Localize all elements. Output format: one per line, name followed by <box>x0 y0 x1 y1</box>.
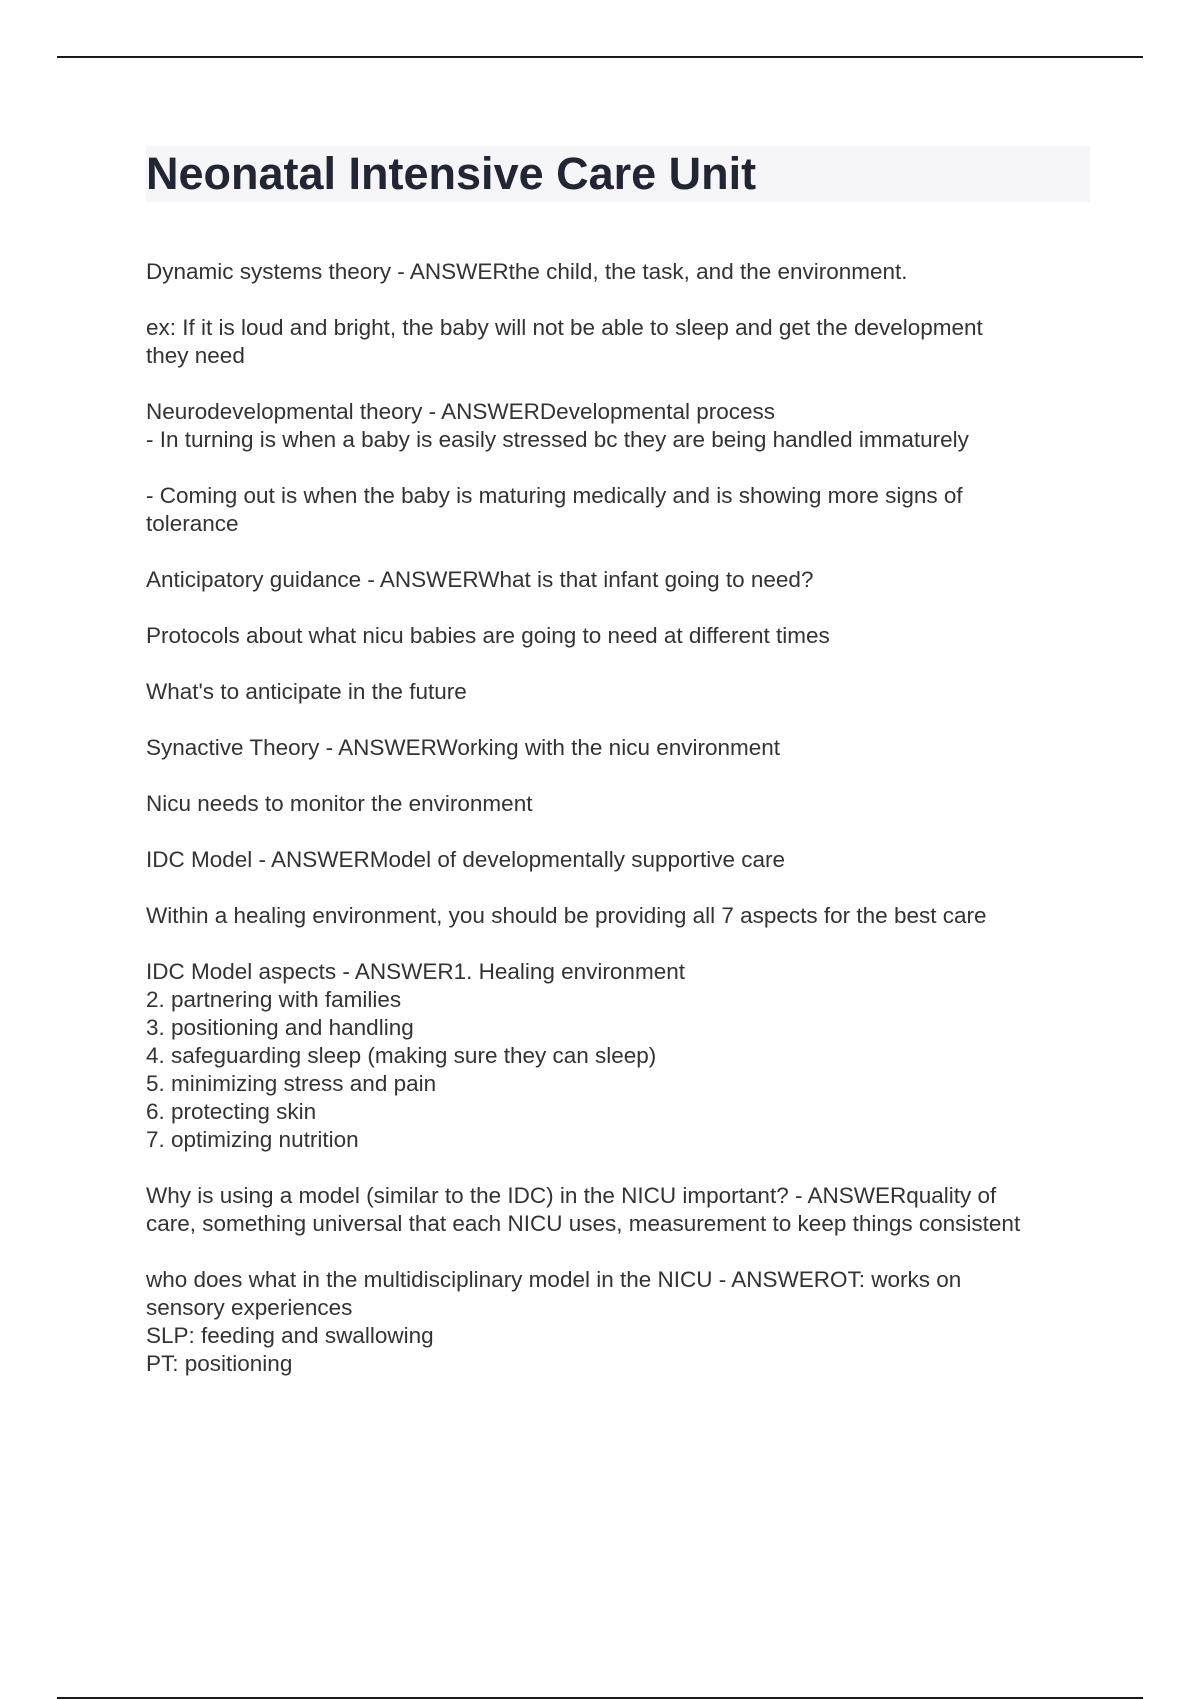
paragraph <box>146 622 1090 650</box>
text-line: Synactive Theory - ANSWERWorking with the nicu environment <box>146 735 781 760</box>
paragraph <box>146 566 1090 594</box>
text-line: What's to anticipate in the future <box>146 679 467 704</box>
paragraph <box>146 958 1090 1154</box>
paragraph <box>146 398 1090 454</box>
paragraph <box>146 846 1090 874</box>
text-line: sensory experiences <box>146 1295 353 1320</box>
document-content <box>146 146 1090 1406</box>
text-line: Neurodevelopmental theory - ANSWERDevelopmental process <box>146 399 776 424</box>
text-line: who does what in the multidisciplinary model in the NICU - ANSWEROT: works on <box>146 1267 962 1292</box>
top-rule <box>57 56 1143 58</box>
page-title: Neonatal Intensive Care Unit <box>146 148 757 199</box>
paragraph <box>146 734 1090 762</box>
paragraph <box>146 790 1090 818</box>
text-line: IDC Model - ANSWERModel of developmentally supportive care <box>146 847 786 872</box>
text-line: - Coming out is when the baby is maturing medically and is showing more signs of <box>146 483 963 508</box>
text-line: ex: If it is loud and bright, the baby will not be able to sleep and get the development <box>146 315 983 340</box>
paragraph <box>146 314 1090 370</box>
text-line: SLP: feeding and swallowing <box>146 1323 434 1348</box>
document-body <box>146 258 1090 1378</box>
text-line: - In turning is when a baby is easily stressed bc they are being handled immaturely <box>146 427 969 452</box>
text-line: 7. optimizing nutrition <box>146 1127 359 1152</box>
title-band <box>146 146 1090 202</box>
paragraph <box>146 902 1090 930</box>
text-line: they need <box>146 343 245 368</box>
text-line: PT: positioning <box>146 1351 293 1376</box>
text-line: 6. protecting skin <box>146 1099 317 1124</box>
text-line: Protocols about what nicu babies are going to need at different times <box>146 623 830 648</box>
paragraph <box>146 1266 1090 1378</box>
paragraph <box>146 482 1090 538</box>
text-line: tolerance <box>146 511 239 536</box>
text-line: care, something universal that each NICU uses, measurement to keep things consistent <box>146 1211 1021 1236</box>
text-line: Anticipatory guidance - ANSWERWhat is that infant going to need? <box>146 567 814 592</box>
text-line: IDC Model aspects - ANSWER1. Healing environment <box>146 959 685 984</box>
text-line: Within a healing environment, you should be providing all 7 aspects for the best care <box>146 903 987 928</box>
text-line: 5. minimizing stress and pain <box>146 1071 437 1096</box>
text-line: Dynamic systems theory - ANSWERthe child, the task, and the environment. <box>146 259 908 284</box>
text-line: 3. positioning and handling <box>146 1015 414 1040</box>
text-line: Nicu needs to monitor the environment <box>146 791 533 816</box>
paragraph <box>146 258 1090 286</box>
text-line: 2. partnering with families <box>146 987 402 1012</box>
bottom-rule <box>57 1697 1143 1699</box>
paragraph <box>146 1182 1090 1238</box>
text-line: 4. safeguarding sleep (making sure they can sleep) <box>146 1043 657 1068</box>
text-line: Why is using a model (similar to the IDC) in the NICU important? - ANSWERquality of <box>146 1183 997 1208</box>
paragraph <box>146 678 1090 706</box>
